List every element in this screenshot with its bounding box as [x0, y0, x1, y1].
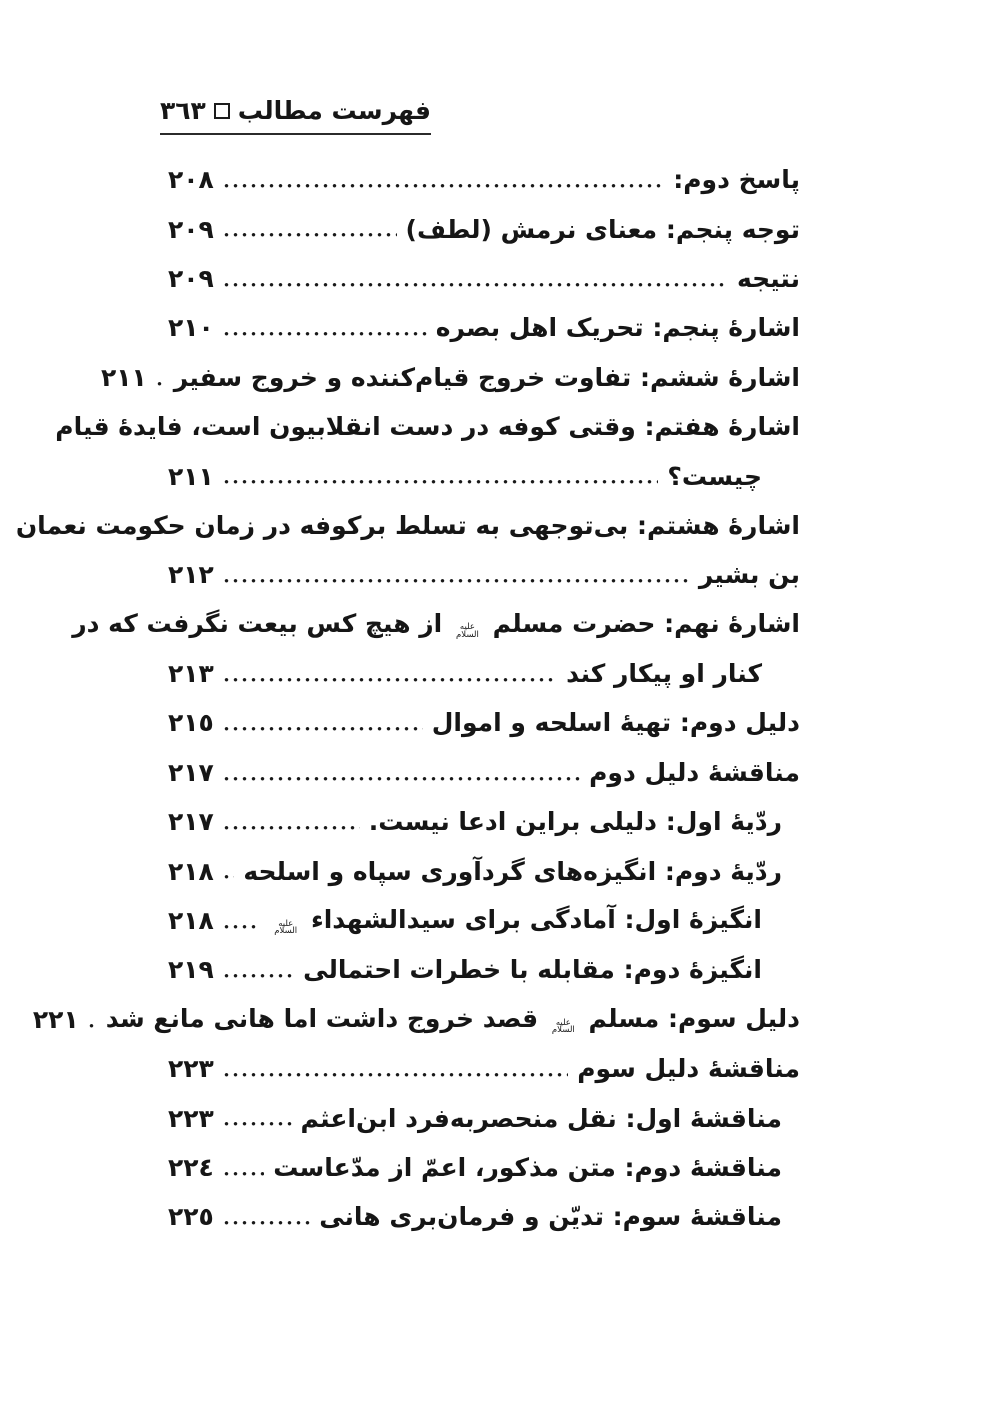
toc-page-number: ٢١١	[100, 362, 147, 392]
toc-row	[168, 204, 800, 253]
dot-leader	[222, 254, 728, 303]
dot-leader	[222, 698, 423, 747]
toc-row	[168, 550, 800, 599]
toc-row	[168, 649, 800, 698]
toc-page-number: ٢١٨	[168, 856, 214, 886]
toc-entry-text: مناقشۀ دلیل دوم	[589, 757, 800, 787]
toc-entry-text: مناقشۀ اول: نقل منحصربه‌فرد ابن‌اعثم	[300, 1103, 782, 1133]
dot-leader	[222, 945, 294, 994]
alayhi-salam-honorific-icon: علیه السلام	[274, 918, 298, 937]
toc-entry-text: مناقشۀ دلیل سوم	[577, 1054, 800, 1084]
toc-entry-text: اشارۀ هشتم: بی‌توجهی به تسلط برکوفه در زمان حکومت نعمان	[15, 510, 800, 540]
toc-page-number: ٢٢٣	[168, 1103, 214, 1133]
toc-entry-text: نتیجه	[737, 263, 800, 293]
toc-entry-text: توجه پنجم: معنای نرمش (لطف)	[405, 214, 800, 244]
toc-row	[168, 748, 800, 797]
toc-row	[72, 600, 800, 649]
toc-row	[168, 698, 800, 747]
toc-entry-text: ردّیۀ اول: دلیلی براین ادعا نیست.	[368, 807, 782, 837]
dot-leader	[222, 303, 427, 352]
toc-page-number: ٢١٢	[168, 560, 214, 590]
toc-page-number: ٢٠٨	[168, 165, 214, 195]
dot-leader	[222, 797, 360, 846]
toc-page-number: ٢١١	[168, 461, 214, 491]
toc-entry-text: اشارۀ پنجم: تحریک اهل بصره	[435, 313, 800, 343]
toc-row	[55, 402, 800, 451]
toc-list	[15, 155, 800, 1242]
alayhi-salam-honorific-icon: علیه السلام	[551, 1017, 575, 1036]
toc-entry-text: ردّیۀ دوم: انگیزه‌های گردآوری سپاه و اسلحه	[243, 856, 782, 886]
toc-row	[168, 451, 800, 500]
toc-entry-text: اشارۀ ششم: تفاوت خروج قیام‌کننده و خروج سفیر	[173, 362, 800, 392]
toc-page-number: ٢١٧	[168, 807, 214, 837]
toc-page-number: ٢١٩	[168, 955, 214, 985]
toc-entry-text: مناقشۀ دوم: متن مذکور، اعمّ از مدّعاست	[273, 1153, 782, 1182]
toc-entry-text: پاسخ دوم:	[673, 165, 800, 195]
dot-leader	[222, 846, 235, 895]
running-head-page-number: ٣٦٣	[160, 96, 206, 125]
dot-leader	[222, 649, 557, 698]
toc-row	[168, 846, 800, 895]
toc-entry-text: اشارۀ نهم: حضرت مسلم علیه السلام از هیچ کس بیعت نگرفت که در	[72, 608, 800, 640]
dot-leader	[222, 1192, 310, 1241]
toc-row	[168, 1143, 800, 1192]
toc-page-number: ٢١٧	[168, 757, 214, 787]
toc-page-number: ٢١٠	[168, 313, 214, 343]
toc-row	[168, 1192, 800, 1241]
dot-leader	[222, 155, 664, 204]
toc-entry-text: بن بشیر	[698, 560, 800, 590]
toc-row	[15, 501, 800, 550]
dot-leader	[222, 550, 690, 599]
toc-row	[168, 896, 800, 945]
dot-leader	[222, 896, 260, 945]
toc-entry-text: اشارۀ هفتم: وقتی کوفه در دست انقلابیون است، فایدۀ قیام	[55, 412, 800, 442]
toc-row	[168, 1093, 800, 1142]
toc-page-number: ٢١٨	[168, 906, 214, 936]
dot-leader	[222, 1143, 264, 1192]
dot-leader	[222, 748, 580, 797]
toc-page-number: ٢٢٣	[168, 1054, 214, 1084]
dot-leader	[222, 204, 397, 253]
dot-leader	[222, 1093, 292, 1142]
running-head	[160, 96, 431, 135]
toc-page-number: ٢٠٩	[168, 263, 214, 293]
toc-page-number: ٢٢١	[32, 1004, 79, 1034]
toc-row	[168, 155, 800, 204]
toc-page-number: ٢٠٩	[168, 214, 214, 244]
toc-row	[100, 353, 800, 402]
toc-row	[168, 303, 800, 352]
toc-page-number: ٢٢٤	[168, 1153, 214, 1182]
toc-entry-text: دلیل دوم: تهیۀ اسلحه و اموال	[431, 708, 800, 738]
dot-leader	[222, 451, 659, 500]
toc-entry-text: مناقشۀ سوم: تدیّن و فرمان‌بری هانی	[319, 1202, 782, 1232]
dot-leader	[155, 353, 165, 402]
toc-row	[32, 995, 800, 1044]
toc-page-number: ٢١٣	[168, 659, 214, 689]
toc-entry-text: چیست؟	[667, 461, 762, 491]
alayhi-salam-honorific-icon: علیه السلام	[456, 622, 479, 640]
toc-row	[168, 945, 800, 994]
toc-entry-text: انگیزۀ دوم: مقابله با خطرات احتمالی	[303, 955, 762, 985]
toc-row	[168, 797, 800, 846]
toc-row	[168, 1044, 800, 1093]
toc-entry-text: کنار او پیکار کند	[566, 659, 762, 689]
toc-row	[168, 254, 800, 303]
toc-entry-text: دلیل سوم: مسلم علیه السلام قصد خروج داشت اما هانی مانع شد	[105, 1004, 800, 1036]
toc-page-number: ٢٢٥	[168, 1202, 214, 1232]
square-separator-icon	[214, 103, 230, 119]
dot-leader	[87, 995, 97, 1044]
toc-page-number: ٢١٥	[168, 708, 214, 738]
toc-entry-text: انگیزۀ اول: آمادگی برای سیدالشهداء علیه السلام	[269, 905, 762, 936]
running-head-title: فهرست مطالب	[237, 96, 432, 125]
dot-leader	[222, 1044, 568, 1093]
